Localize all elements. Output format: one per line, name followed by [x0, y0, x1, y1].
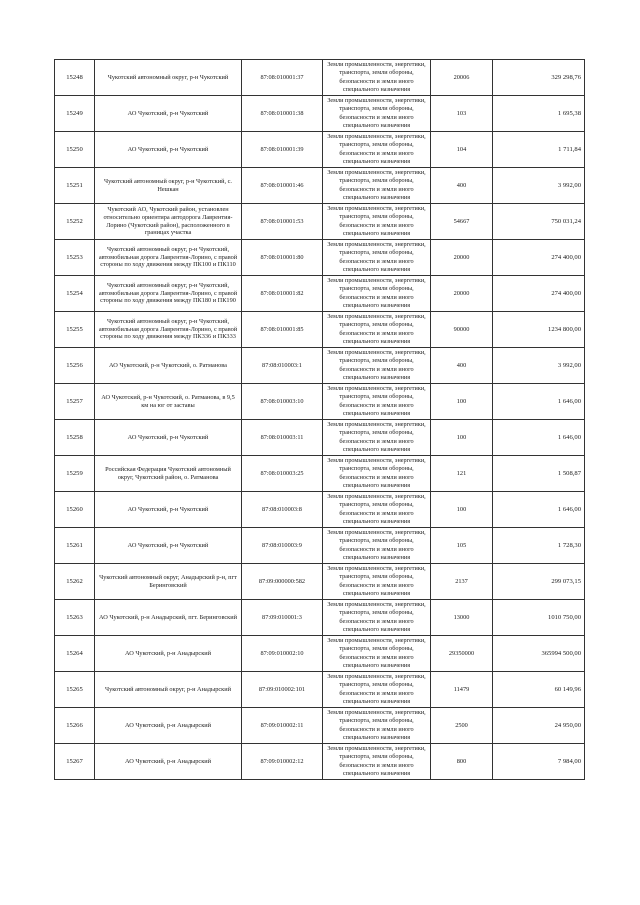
- address-cell: АО Чукотский, р-н Чукотский: [95, 528, 242, 564]
- land-category-cell: Земли промышленности, энергетики, транспорта, земли обороны, безопасности и земли иного специального назначения: [323, 384, 431, 420]
- table-row: [55, 420, 585, 456]
- table-row: [55, 276, 585, 312]
- area-cell: 2137: [431, 564, 493, 600]
- cadastral-value-cell: 1 646,00: [493, 420, 585, 456]
- cadastral-number-cell: 87:09:010002:101: [242, 672, 323, 708]
- row-number-cell: 15248: [55, 60, 95, 96]
- table-row: [55, 60, 585, 96]
- cadastral-number-cell: 87:09:010002:10: [242, 636, 323, 672]
- address-cell: АО Чукотский, р-н Анадырский: [95, 708, 242, 744]
- cadastral-number-cell: 87:09:010001:3: [242, 600, 323, 636]
- row-number-cell: 15261: [55, 528, 95, 564]
- land-category-cell: Земли промышленности, энергетики, транспорта, земли обороны, безопасности и земли иного специального назначения: [323, 456, 431, 492]
- row-number-cell: 15263: [55, 600, 95, 636]
- cadastral-number-cell: 87:08:010003:1: [242, 348, 323, 384]
- land-category-cell: Земли промышленности, энергетики, транспорта, земли обороны, безопасности и земли иного специального назначения: [323, 744, 431, 780]
- row-number-cell: 15260: [55, 492, 95, 528]
- table-row: [55, 132, 585, 168]
- area-cell: 100: [431, 492, 493, 528]
- address-cell: АО Чукотский, р-н Анадырский, пгт. Беринговский: [95, 600, 242, 636]
- land-registry-table: [54, 59, 585, 780]
- table-body: [55, 60, 585, 780]
- table-row: [55, 384, 585, 420]
- cadastral-value-cell: 7 984,00: [493, 744, 585, 780]
- cadastral-number-cell: 87:08:010003:8: [242, 492, 323, 528]
- cadastral-value-cell: 1234 800,00: [493, 312, 585, 348]
- row-number-cell: 15257: [55, 384, 95, 420]
- table-row: [55, 240, 585, 276]
- document-page: [54, 59, 584, 780]
- cadastral-value-cell: 24 950,00: [493, 708, 585, 744]
- table-row: [55, 204, 585, 240]
- cadastral-value-cell: 60 149,96: [493, 672, 585, 708]
- cadastral-value-cell: 1 728,30: [493, 528, 585, 564]
- area-cell: 400: [431, 168, 493, 204]
- row-number-cell: 15267: [55, 744, 95, 780]
- land-category-cell: Земли промышленности, энергетики, транспорта, земли обороны, безопасности и земли иного специального назначения: [323, 132, 431, 168]
- land-category-cell: Земли промышленности, энергетики, транспорта, земли обороны, безопасности и земли иного специального назначения: [323, 168, 431, 204]
- table-row: [55, 168, 585, 204]
- area-cell: 103: [431, 96, 493, 132]
- address-cell: АО Чукотский, р-н Чукотский: [95, 96, 242, 132]
- row-number-cell: 15253: [55, 240, 95, 276]
- address-cell: Чукотский АО, Чукотский район, установлен относительно ориентира автодорога Лаврентия-Лорино (Чукотский район), расположенного в границах участка: [95, 204, 242, 240]
- row-number-cell: 15262: [55, 564, 95, 600]
- area-cell: 800: [431, 744, 493, 780]
- cadastral-number-cell: 87:08:010001:82: [242, 276, 323, 312]
- area-cell: 400: [431, 348, 493, 384]
- cadastral-number-cell: 87:08:010001:80: [242, 240, 323, 276]
- land-category-cell: Земли промышленности, энергетики, транспорта, земли обороны, безопасности и земли иного специального назначения: [323, 528, 431, 564]
- cadastral-number-cell: 87:08:010003:10: [242, 384, 323, 420]
- land-category-cell: Земли промышленности, энергетики, транспорта, земли обороны, безопасности и земли иного специального назначения: [323, 276, 431, 312]
- cadastral-value-cell: 274 400,00: [493, 240, 585, 276]
- area-cell: 11479: [431, 672, 493, 708]
- address-cell: Чукотский автономный округ, Анадырский р-н, пгт Беринговский: [95, 564, 242, 600]
- area-cell: 20006: [431, 60, 493, 96]
- address-cell: АО Чукотский, р-н Чукотский: [95, 420, 242, 456]
- land-category-cell: Земли промышленности, энергетики, транспорта, земли обороны, безопасности и земли иного специального назначения: [323, 636, 431, 672]
- cadastral-number-cell: 87:09:000000:582: [242, 564, 323, 600]
- land-category-cell: Земли промышленности, энергетики, транспорта, земли обороны, безопасности и земли иного специального назначения: [323, 564, 431, 600]
- area-cell: 100: [431, 420, 493, 456]
- cadastral-value-cell: 3 992,00: [493, 168, 585, 204]
- cadastral-number-cell: 87:08:010001:37: [242, 60, 323, 96]
- table-row: [55, 564, 585, 600]
- row-number-cell: 15254: [55, 276, 95, 312]
- address-cell: АО Чукотский, р-н Анадырский: [95, 744, 242, 780]
- row-number-cell: 15266: [55, 708, 95, 744]
- land-category-cell: Земли промышленности, энергетики, транспорта, земли обороны, безопасности и земли иного специального назначения: [323, 600, 431, 636]
- row-number-cell: 15258: [55, 420, 95, 456]
- cadastral-value-cell: 329 298,76: [493, 60, 585, 96]
- table-row: [55, 96, 585, 132]
- table-row: [55, 348, 585, 384]
- address-cell: АО Чукотский, р-н Анадырский: [95, 636, 242, 672]
- land-category-cell: Земли промышленности, энергетики, транспорта, земли обороны, безопасности и земли иного специального назначения: [323, 708, 431, 744]
- cadastral-number-cell: 87:09:010002:12: [242, 744, 323, 780]
- land-category-cell: Земли промышленности, энергетики, транспорта, земли обороны, безопасности и земли иного специального назначения: [323, 348, 431, 384]
- cadastral-number-cell: 87:08:010001:85: [242, 312, 323, 348]
- row-number-cell: 15249: [55, 96, 95, 132]
- area-cell: 105: [431, 528, 493, 564]
- address-cell: Чукотский автономный округ, р-н Чукотский, автомобильная дорога Лаврентия-Лорино, с правой стороны по ходу движения между ПК180 и ПК190: [95, 276, 242, 312]
- cadastral-value-cell: 299 073,15: [493, 564, 585, 600]
- address-cell: Чукотский автономный округ, р-н Анадырский: [95, 672, 242, 708]
- address-cell: Российская Федерация Чукотский автономный округ, Чукотский район, о. Ратманова: [95, 456, 242, 492]
- area-cell: 121: [431, 456, 493, 492]
- cadastral-number-cell: 87:08:010003:9: [242, 528, 323, 564]
- cadastral-number-cell: 87:09:010002:11: [242, 708, 323, 744]
- address-cell: АО Чукотский, р-н Чукотский, о. Ратманова, в 9,5 км на юг от заставы: [95, 384, 242, 420]
- cadastral-number-cell: 87:08:010001:53: [242, 204, 323, 240]
- area-cell: 20000: [431, 276, 493, 312]
- row-number-cell: 15264: [55, 636, 95, 672]
- cadastral-number-cell: 87:08:010001:39: [242, 132, 323, 168]
- address-cell: Чукотский автономный округ, р-н Чукотский, автомобильная дорога Лаврентия-Лорино, с правой стороны по ходу движения между ПК100 и ПК110: [95, 240, 242, 276]
- cadastral-value-cell: 1 711,84: [493, 132, 585, 168]
- address-cell: Чукотский автономный округ, р-н Чукотский: [95, 60, 242, 96]
- table-row: [55, 312, 585, 348]
- land-category-cell: Земли промышленности, энергетики, транспорта, земли обороны, безопасности и земли иного специального назначения: [323, 672, 431, 708]
- area-cell: 13000: [431, 600, 493, 636]
- cadastral-number-cell: 87:08:010001:46: [242, 168, 323, 204]
- address-cell: АО Чукотский, р-н Чукотский: [95, 492, 242, 528]
- cadastral-value-cell: 365994 500,00: [493, 636, 585, 672]
- area-cell: 2500: [431, 708, 493, 744]
- area-cell: 20000: [431, 240, 493, 276]
- land-category-cell: Земли промышленности, энергетики, транспорта, земли обороны, безопасности и земли иного специального назначения: [323, 60, 431, 96]
- row-number-cell: 15256: [55, 348, 95, 384]
- area-cell: 104: [431, 132, 493, 168]
- address-cell: АО Чукотский, р-н Чукотский, о. Ратманова: [95, 348, 242, 384]
- cadastral-value-cell: 1 695,38: [493, 96, 585, 132]
- table-row: [55, 672, 585, 708]
- table-row: [55, 456, 585, 492]
- land-category-cell: Земли промышленности, энергетики, транспорта, земли обороны, безопасности и земли иного специального назначения: [323, 96, 431, 132]
- area-cell: 29350000: [431, 636, 493, 672]
- land-category-cell: Земли промышленности, энергетики, транспорта, земли обороны, безопасности и земли иного специального назначения: [323, 312, 431, 348]
- area-cell: 54667: [431, 204, 493, 240]
- cadastral-number-cell: 87:08:010001:38: [242, 96, 323, 132]
- land-category-cell: Земли промышленности, энергетики, транспорта, земли обороны, безопасности и земли иного специального назначения: [323, 204, 431, 240]
- cadastral-number-cell: 87:08:010003:25: [242, 456, 323, 492]
- table-row: [55, 636, 585, 672]
- cadastral-value-cell: 1 646,00: [493, 384, 585, 420]
- row-number-cell: 15255: [55, 312, 95, 348]
- area-cell: 90000: [431, 312, 493, 348]
- cadastral-value-cell: 750 031,24: [493, 204, 585, 240]
- row-number-cell: 15265: [55, 672, 95, 708]
- table-row: [55, 600, 585, 636]
- land-category-cell: Земли промышленности, энергетики, транспорта, земли обороны, безопасности и земли иного специального назначения: [323, 240, 431, 276]
- cadastral-value-cell: 1010 750,00: [493, 600, 585, 636]
- land-category-cell: Земли промышленности, энергетики, транспорта, земли обороны, безопасности и земли иного специального назначения: [323, 492, 431, 528]
- cadastral-value-cell: 1 646,00: [493, 492, 585, 528]
- table-row: [55, 708, 585, 744]
- row-number-cell: 15251: [55, 168, 95, 204]
- address-cell: Чукотский автономный округ, р-н Чукотский, автомобильная дорога Лаврентия-Лорино, с правой стороны по ходу движения между ПК336 и ПК333: [95, 312, 242, 348]
- table-row: [55, 528, 585, 564]
- cadastral-number-cell: 87:08:010003:11: [242, 420, 323, 456]
- row-number-cell: 15259: [55, 456, 95, 492]
- area-cell: 100: [431, 384, 493, 420]
- row-number-cell: 15252: [55, 204, 95, 240]
- cadastral-value-cell: 3 992,00: [493, 348, 585, 384]
- table-row: [55, 492, 585, 528]
- cadastral-value-cell: 274 400,00: [493, 276, 585, 312]
- address-cell: Чукотский автономный округ, р-н Чукотский, с. Нешкан: [95, 168, 242, 204]
- cadastral-value-cell: 1 508,87: [493, 456, 585, 492]
- row-number-cell: 15250: [55, 132, 95, 168]
- address-cell: АО Чукотский, р-н Чукотский: [95, 132, 242, 168]
- land-category-cell: Земли промышленности, энергетики, транспорта, земли обороны, безопасности и земли иного специального назначения: [323, 420, 431, 456]
- table-row: [55, 744, 585, 780]
